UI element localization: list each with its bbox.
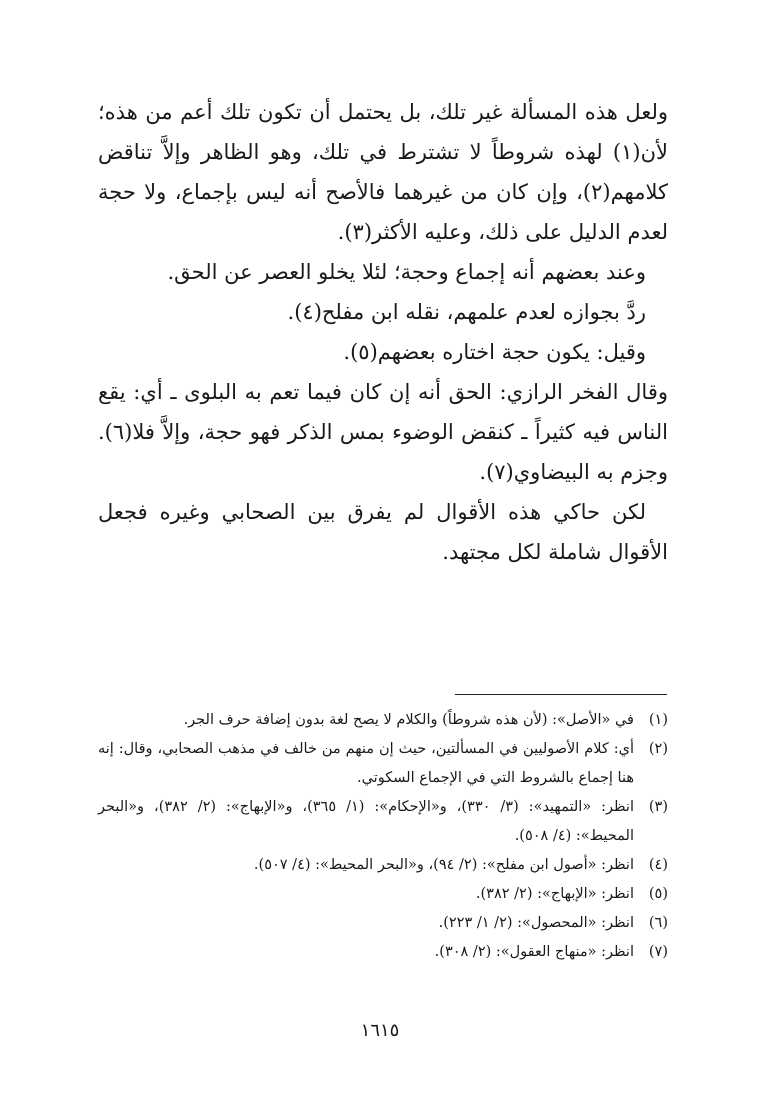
footnote-3: [98, 793, 668, 851]
footnote-text: في «الأصل»: (لأن هذه شروطاً) والكلام لا يصح لغة بدون إضافة حرف الجر.: [183, 712, 634, 728]
footnote-number: (٧): [648, 944, 668, 960]
footnote-text: انظر: «التمهيد»: (٣/ ٣٣٠)، و«الإحكام»: (١/ ٣٦٥)، و«الإبهاج»: (٢/ ٣٨٢)، و«البحر المحيط»: (٤/ ٥٠٨).: [98, 799, 635, 844]
footnote-number: (٥): [648, 886, 668, 902]
footnote-4: [98, 851, 668, 880]
footnote-text: أي: كلام الأصوليين في المسألتين، حيث إن منهم من خالف في مذهب الصحابي، وقال: إنه هنا إجماع بالشروط التي في الإجماع السكوتي.: [98, 741, 634, 786]
paragraph-4: وقيل: يكون حجة اختاره بعضهم(٥).: [343, 340, 646, 364]
footnote-6: [98, 909, 668, 938]
footnote-text: انظر: «الإبهاج»: (٢/ ٣٨٢).: [475, 886, 634, 902]
main-text-body: [98, 92, 668, 572]
paragraph-6: لكن حاكي هذه الأقوال لم يفرق بين الصحابي وغيره فجعل الأقوال شاملة لكل مجتهد.: [98, 500, 668, 564]
footnote-5: [98, 880, 668, 909]
footnote-text: انظر: «المحصول»: (٢/ ١/ ٢٢٣).: [438, 915, 634, 931]
paragraph-5: وقال الفخر الرازي: الحق أنه إن كان فيما تعم به البلوى ـ أي: يقع الناس فيه كثيراً ـ كنقض الوضوء بمس الذكر فهو حجة، وإلاَّ فلا(٦). وجزم به البيضاوي(٧).: [98, 380, 668, 484]
paragraph-2: وعند بعضهم أنه إجماع وحجة؛ لئلا يخلو العصر عن الحق.: [167, 260, 646, 284]
footnote-1: [98, 706, 668, 735]
footnote-2: [98, 735, 668, 793]
footnote-number: (٢): [648, 741, 668, 757]
footnote-number: (٦): [648, 915, 668, 931]
page-number: ١٦١٥: [360, 1020, 400, 1041]
paragraph-1: ولعل هذه المسألة غير تلك، بل يحتمل أن تكون تلك أعم من هذه؛ لأن(١) لهذه شروطاً لا تشترط في تلك، وهو الظاهر وإلاَّ تناقض كلامهم(٢)، وإن كان من غيرهما فالأصح أنه ليس بإجماع، ولا حجة لعدم الدليل على ذلك، وعليه الأكثر(٣).: [98, 100, 668, 244]
footnote-text: انظر: «أصول ابن مفلح»: (٢/ ٩٤)، و«البحر المحيط»: (٤/ ٥٠٧).: [253, 857, 634, 873]
footnote-separator: [455, 694, 667, 695]
footnote-number: (١): [648, 712, 668, 728]
footnote-text: انظر: «منهاج العقول»: (٢/ ٣٠٨).: [434, 944, 634, 960]
footnote-7: [98, 938, 668, 967]
footnote-number: (٤): [648, 857, 668, 873]
footnote-number: (٣): [648, 799, 668, 815]
paragraph-3: ردَّ بجوازه لعدم علمهم، نقله ابن مفلح(٤).: [287, 300, 646, 324]
footnotes-section: [98, 706, 668, 967]
